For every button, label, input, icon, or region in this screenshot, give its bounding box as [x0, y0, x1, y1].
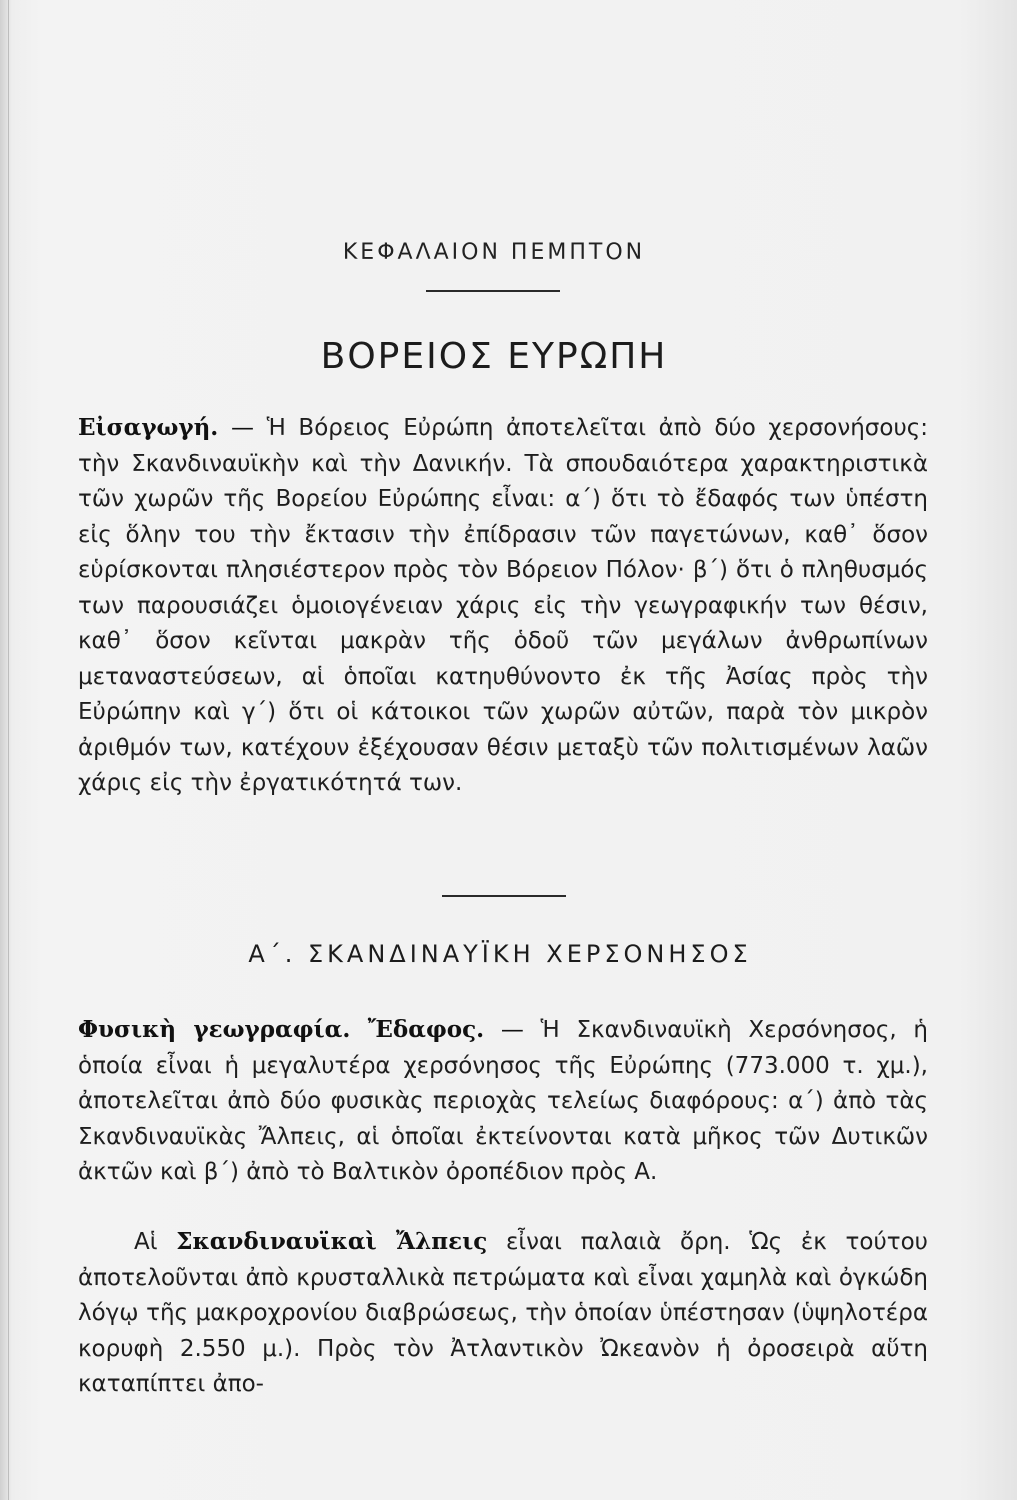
section-divider-rule: [442, 895, 566, 897]
introduction-paragraph: [78, 410, 928, 802]
divider-rule: [426, 290, 560, 292]
page-gutter: [8, 0, 9, 1500]
introduction-text: Ἡ Βόρειος Εὐρώπη ἀποτελεῖται ἀπὸ δύο χερσονήσους: τὴν Σκανδιναυϊκὴν καὶ τὴν Δανικήν. Τὰ σπουδαιότερα χαρακτηριστικὰ τῶν χωρῶν τῆς Βορείου Εὐρώπης εἶναι: α΄) ὅτι τὸ ἔδαφός των ὑπέστη εἰς ὅλην του τὴν ἔκτασιν τὴν ἐπίδρασιν τῶν παγετώνων, καθ᾿ ὅσον εὑρίσκονται πλησιέστερον πρὸς τὸν Βόρειον Πόλον· β΄) ὅτι ὁ πληθυσμός των παρουσιάζει ὁμοιογένειαν χάρις εἰς τὴν γεωγραφικήν των θέσιν, καθ᾿ ὅσον κεῖνται μακρὰν τῆς ὁδοῦ τῶν μεγάλων ἀνθρωπίνων μεταναστεύσεων, αἱ ὁποῖαι κατηυθύνοντο ἐκ τῆς Ἀσίας πρὸς τὴν Εὐρώπην καὶ γ΄) ὅτι οἱ κάτοικοι τῶν χωρῶν αὐτῶν, παρὰ τὸν μικρὸν ἀριθμόν των, κατέχουν ἐξέχουσαν θέσιν μεταξὺ τῶν πολιτισμένων λαῶν χάρις εἰς τὴν ἐργατικότητά των.: [78, 415, 928, 796]
alps-bold-term: Σκανδιναυϊκαὶ Ἄλπεις: [176, 1228, 488, 1255]
physical-geography-paragraph: [78, 1012, 928, 1191]
introduction-heading: Εἰσαγωγή.: [78, 414, 219, 441]
section-title: Α΄. ΣΚΑΝΔΙΝΑΥΪΚΗ ΧΕΡΣΟΝΗΣΟΣ: [248, 940, 752, 968]
physical-geography-text: Ἡ Σκανδιναυϊκὴ Χερσόνησος, ἡ ὁποία εἶναι ἡ μεγαλυτέρα χερσόνησος τῆς Εὐρώπης (773.000 τ. χμ.), ἀποτελεῖται ἀπὸ δύο φυσικὰς περιοχὰς τελείως διαφόρους: α΄) ἀπὸ τὰς Σκανδιναυϊκὰς Ἄλπεις, αἱ ὁποῖαι ἐκτείνονται κατὰ μῆκος τῶν Δυτικῶν ἀκτῶν καὶ β΄) ἀπὸ τὸ Βαλτικὸν ὀροπέδιον πρὸς Α.: [78, 1017, 928, 1185]
page-title: ΒΟΡΕΙΟΣ ΕΥΡΩΠΗ: [320, 336, 668, 377]
alps-paragraph-text: εἶναι παλαιὰ ὄρη. Ὡς ἐκ τούτου ἀποτελοῦνται ἀπὸ κρυσταλλικὰ πετρώματα καὶ εἶναι χαμηλὰ καὶ ὀγκώδη λόγῳ τῆς μακροχρονίου διαβρώσεως, τὴν ὁποίαν ὑπέστησαν (ὑψηλοτέρα κορυφὴ 2.550 μ.). Πρὸς τὸν Ἀτλαντικὸν Ὠκεανὸν ἡ ὀροσειρὰ αὕτη καταπίπτει ἀπο-: [78, 1229, 928, 1397]
alps-paragraph: [78, 1224, 928, 1403]
heading-dash: —: [230, 415, 254, 441]
alps-paragraph-start: Αἱ: [134, 1229, 158, 1255]
heading-dash: —: [500, 1017, 524, 1043]
chapter-label: ΚΕΦΑΛΑΙΟΝ ΠΕΜΠΤΟΝ: [342, 240, 646, 265]
physical-geography-heading: Φυσικὴ γεωγραφία. Ἔδαφος.: [78, 1016, 485, 1043]
